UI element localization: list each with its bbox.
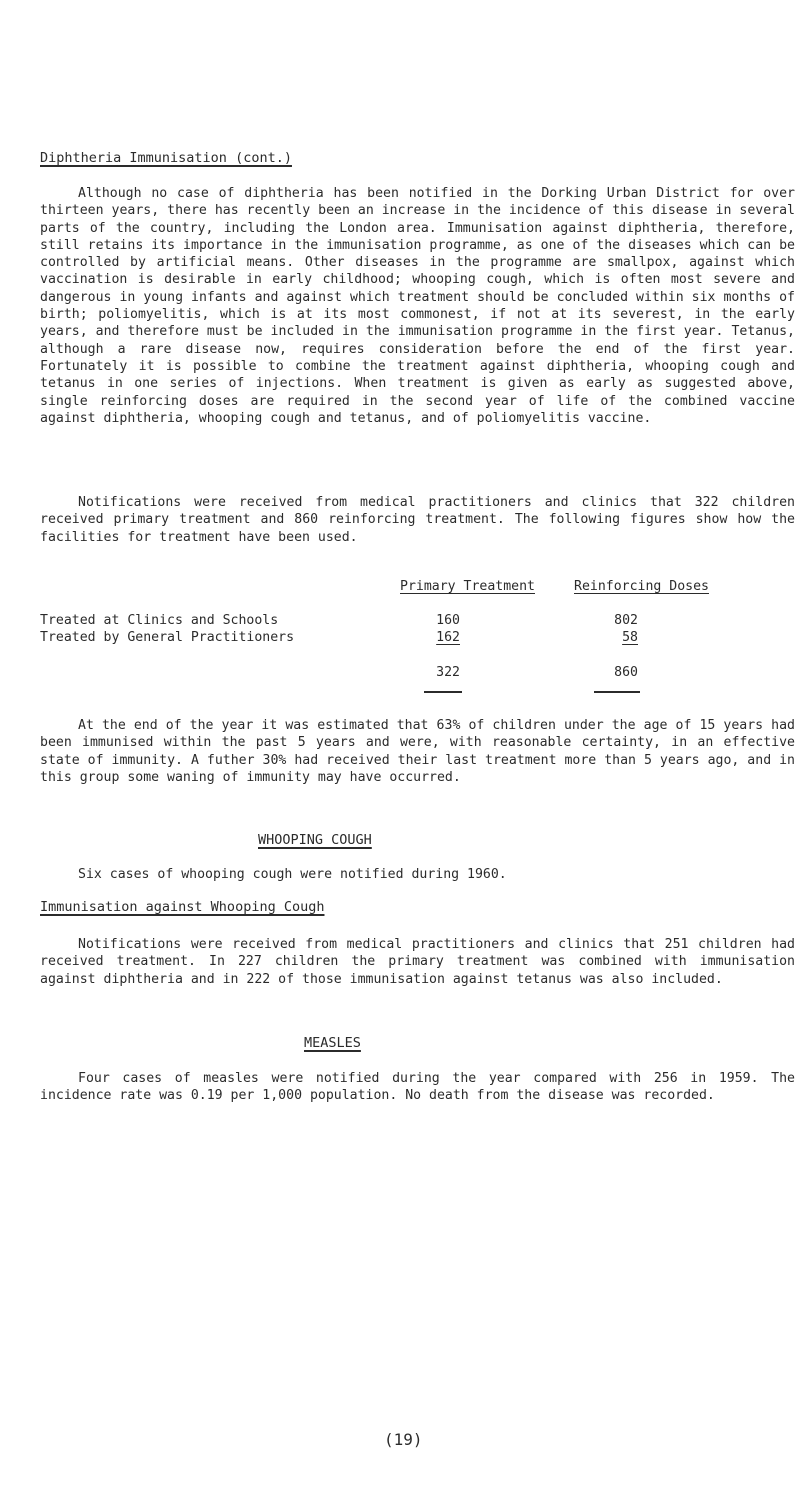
cell-primary: 162 (436, 630, 460, 645)
row-label: Treated at Clinics and Schools (40, 613, 279, 628)
cell-primary: 160 (436, 613, 460, 628)
cell-reinforcing: 802 (614, 613, 638, 628)
section-heading-whooping-cough: WHOOPING COUGH (258, 832, 372, 848)
total-underline-reinforcing (594, 691, 640, 693)
cell-reinforcing: 58 (622, 630, 638, 645)
total-primary: 322 (436, 665, 460, 680)
paragraph-notifications: Notifications were received from medical practitioners and clinics that 322 children received primary treatment and 860 reinforcing treatment. The following figures show how the facilities for treatment have been used. (40, 495, 795, 545)
paragraph-whooping-cough-cases: Six cases of whooping cough were notified during 1960. (78, 867, 507, 882)
column-header-primary: Primary Treatment (400, 579, 535, 594)
page-number: (19) (384, 1430, 423, 1449)
section-heading-measles: MEASLES (304, 1035, 361, 1051)
total-underline-primary (424, 691, 462, 693)
subheading-whooping-cough-immunisation: Immunisation against Whooping Cough (40, 899, 325, 915)
paragraph-diphtheria-intro: Although no case of diphtheria has been notified in the Dorking Urban District for over thirteen years, there has recently been an increase in the incidence of this disease in several parts of the country, including the London area. Immunisation against diphtheria, therefore, still retains its importance in the immunisation programme, as one of the diseases which can be controlled by artificial means. Other diseases in the programme are smallpox, against which vaccination is desirable in early childhood; whooping cough, which is often most severe and dangerous in young infants and against which treatment should be concluded within six months of birth; poliomyelitis, which is at its most commonest, if not at its severest, in the early years, and therefore must be included in the immunisation programme in the first year. Tetanus, although a rare disease now, requires consideration before the end of the first year. Fortunately it is possible to combine the treatment against diphtheria, whooping cough and tetanus in one series of injections. When treatment is given as early as suggested above, single reinforcing doses are required in the second year of life of the combined vaccine against diphtheria, whooping cough and tetanus, and of poliomyelitis vaccine. (40, 186, 795, 426)
total-reinforcing: 860 (614, 665, 638, 680)
row-label: Treated by General Practitioners (40, 630, 295, 645)
column-header-reinforcing: Reinforcing Doses (574, 579, 709, 594)
paragraph-measles: Four cases of measles were notified during the year compared with 256 in 1959. The incidence rate was 0.19 per 1,000 population. No death from the disease was recorded. (40, 1071, 795, 1104)
paragraph-immunity-estimate: At the end of the year it was estimated that 63% of children under the age of 15 years had been immunised within the past 5 years and were, with reasonable certainty, in an effective state of immunity. A futher 30% had received their last treatment more than 5 years ago, and in this group some waning of immunity may have occurred. (40, 718, 795, 785)
paragraph-whooping-cough-immunisation: Notifications were received from medical practitioners and clinics that 251 children had received treatment. In 227 children the primary treatment was combined with immunisation against diphtheria and in 222 of those immunisation against tetanus was also included. (40, 937, 795, 987)
section-heading-diphtheria: Diphtheria Immunisation (cont.) (40, 150, 292, 166)
